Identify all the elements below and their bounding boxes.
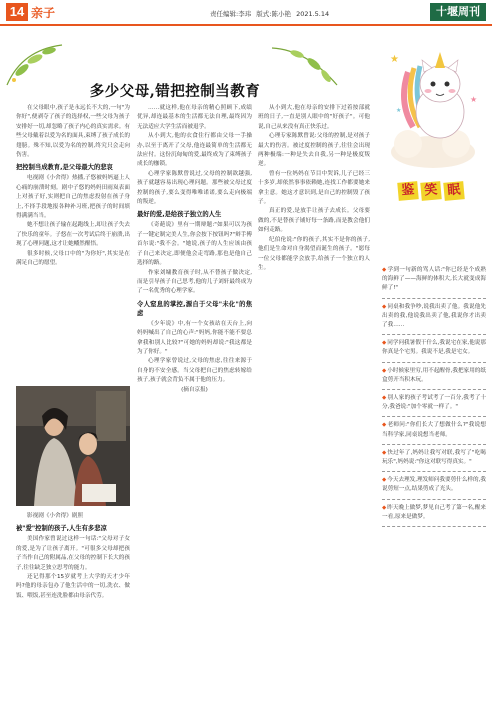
svg-text:★: ★ — [470, 95, 478, 104]
subheading-4: 令人窒息的掌控,源自于父母"未化"的焦虑 — [137, 300, 252, 317]
section-name: 亲子 — [31, 6, 56, 20]
joke-item — [382, 419, 486, 444]
paragraph: 很多时候,父母口中的"为你好",其实是在满足自己的愿望。 — [16, 250, 130, 267]
diamond-bullet-icon: ◆ — [382, 340, 387, 347]
paragraph: 美国作家曾说过这样一句话:"父母对子女的爱,是为了让孩子离开。"可很多父母却把孩子当作自己的附属品,在父母的控制下长大的孩子,往往缺乏独立思考的能力。 — [16, 536, 130, 571]
title-char-3: 眠 — [443, 181, 464, 201]
photo-image — [16, 386, 130, 506]
joke-item — [382, 474, 486, 499]
joke-text: 同学问我暑假干什么,我说宅在家,他说那你真是个宅男。我说不是,我是宅女。 — [382, 340, 487, 356]
diamond-bullet-icon: ◆ — [382, 395, 387, 402]
joke-item — [382, 502, 486, 527]
subheading-1: 把控制当成教育,是父母最大的悲哀 — [16, 164, 113, 172]
brand-logo: 十堰周刊 — [430, 3, 486, 21]
page-header — [0, 0, 492, 26]
joke-item — [382, 365, 486, 390]
paragraph: 心理专家陈默曾说:父母的控制,是对孩子最大的伤害。被过度控制的孩子,往往会出现两种极端:一种是失去自我,另一种是极度叛逆。 — [258, 133, 370, 168]
paragraph: 作家刘墉教育孩子时,从不替孩子做决定,而是引导孩子自己思考,他的儿子刘轩最终成为了一名优秀的心理学家。 — [137, 269, 252, 295]
diamond-bullet-icon: ◆ — [382, 267, 387, 273]
humor-column-title — [398, 182, 464, 200]
title-char-1: 鉴 — [397, 181, 418, 201]
paragraph: ……就这样,他在母亲的精心照顾下,成绩优异,却连最基本的生活都无法自理,最终因为无法适应大学生活而被退学。 — [137, 105, 252, 130]
joke-text: 同桌和我争吵,说我出卖了他。我说他先出卖的我,他说我出卖了他,我说你才出卖了我…… — [382, 303, 487, 329]
joke-text: 今天去理发,理发师问我要剪什么样的,我说剪短一点,结果剪成了光头。 — [382, 477, 487, 493]
article-column-3 — [258, 104, 370, 694]
diamond-bullet-icon: ◆ — [382, 303, 387, 310]
joke-item — [382, 301, 486, 336]
paragraph: 曾有一位妈妈在节目中哭诉,儿子已经三十多岁,却依然事事依赖她,连找工作都要她来拿主意。她这才意识到,是自己的控制毁了孩子。 — [258, 170, 370, 206]
joke-item — [382, 447, 486, 472]
diamond-bullet-icon: ◆ — [382, 422, 387, 429]
page-number: 14 — [6, 3, 28, 21]
diamond-bullet-icon: ◆ — [382, 504, 387, 511]
paragraph: 从小到大,他在母亲的安排下过着按部就班的日子,一直是别人眼中的"好孩子"。可他说,自己从来没有真正快乐过。 — [258, 105, 370, 130]
editor-credits — [210, 9, 332, 18]
paragraph: 心理学家陈默曾说过,父母的控制欲越强,孩子就越容易出现心理问题。那些被父母过度控制的孩子,要么变得唯唯诺诺,要么走向极端的叛逆。 — [137, 170, 252, 206]
editor-name: 责任编辑:李玮 — [210, 10, 252, 18]
joke-text: 快过年了,妈妈让我写对联,我写了"吃喝玩乐",妈妈说:"你这对联写得真实。" — [382, 449, 486, 466]
diamond-bullet-icon: ◆ — [382, 367, 387, 374]
joke-item — [382, 264, 486, 299]
paragraph: 她不想让孩子输在起跑线上,却让孩子失去了快乐的童年。子悠在一次考试后终于崩溃,出现了心理问题,这才让她幡然醒悟。 — [16, 222, 130, 248]
unicorn-illustration-icon — [378, 32, 488, 182]
title-char-2: 笑 — [420, 181, 441, 201]
paragraph: 《奇葩说》里有一期辩题:"如果可以为孩子一键定制完美人生,你会按下按钮吗?"辩手傅首尔说:"我不会。"她说,孩子的人生应该由孩子自己来决定,即便他会走弯路,那也是他自己选择的路。 — [137, 222, 252, 267]
diamond-bullet-icon: ◆ — [382, 477, 387, 484]
designer-name: 版式:陈小艳 — [256, 10, 291, 18]
joke-text: 别人家的孩子考试考了一百分,我考了十分,我爸说:"加个零就一样了。" — [382, 395, 487, 411]
article-source: (摘自京报) — [181, 386, 208, 393]
svg-text:★: ★ — [396, 107, 402, 114]
joke-item — [382, 337, 486, 362]
article-photo — [16, 386, 130, 506]
joke-list — [382, 264, 486, 529]
paragraph: 纪伯伦说:"你的孩子,其实不是你的孩子,他们是生命对自身渴望而诞生的孩子。"愿每一位父母都能学会放手,给孩子一个独立的人生。 — [258, 236, 370, 271]
paragraph: 从小到大,他的衣食住行都由父母一手操办,以至于离开了父母,他连最简单的生活都无法应付。这份沉甸甸的爱,最终成为了束缚孩子成长的枷锁。 — [137, 133, 252, 168]
paragraph: 心理学家曾说过,父母的焦虑,往往来源于自身的不安全感。当父母把自己的焦虑转嫁给孩子,孩子就会背负不属于他的压力。 — [137, 358, 252, 384]
header-divider — [0, 24, 492, 26]
joke-text: 老师问:"你们长大了想做什么?"我说想当科学家,同桌说想当老师。 — [382, 422, 486, 438]
paragraph: 《少年说》中,有一个女孩站在天台上,向妈妈喊出了自己的心声:"妈妈,你能不能不要总拿我和别人比较?"可她的妈妈却说:"我这都是为了你好。" — [137, 320, 252, 355]
joke-text: 昨天晚上做梦,梦见自己考了第一名,醒来一看,原来是做梦。 — [382, 504, 487, 520]
joke-text: 学到一句新的骂人话:"你已经是个成熟的海鲜了——海鲜的体积大,长大就变成海鲜了!" — [382, 267, 486, 292]
joke-item — [382, 392, 486, 417]
diamond-bullet-icon: ◆ — [382, 449, 387, 456]
article-intro: 在父母眼中,孩子是永远长不大的,一句"为你好",便剥夺了孩子的选择权,一些父母为孩子安排好一切,却忽略了孩子内心的真实需求。有些父母戴着以爱为名的面具,束缚了孩子成长的翅膀。殊不知,以爱为名的控制,终究只会走向伤害。 — [16, 105, 130, 159]
article-column-1 — [16, 104, 130, 384]
paragraph: 真正的爱,是放手让孩子去成长。父母要做的,不是替孩子铺好每一条路,而是教会他们如何走路。 — [258, 208, 370, 234]
issue-date: 2021.5.14 — [296, 10, 330, 18]
humor-sidebar — [378, 32, 488, 700]
photo-caption: 影视剧《小舍得》剧照 — [27, 513, 83, 519]
sidebar-illustration — [378, 32, 488, 257]
paragraph: 还记得那个15岁就考上大学的天才少年吗?他的母亲包办了他生活中的一切,洗衣、做饭、喂饭,甚至连洗脸都由母亲代劳。 — [16, 574, 130, 599]
article-column-2 — [137, 104, 252, 694]
subheading-2: 被"爱"控制的孩子,人生有多悲凉 — [16, 525, 107, 533]
subheading-3: 最好的爱,是给孩子独立的人生 — [137, 211, 222, 219]
paragraph: 电视剧《小舍得》热播,子悠被妈妈逼上人心痛的崩溃时刻。剧中子悠的妈妈田雨岚表面上对孩子好,实则把自己的焦虑投射在孩子身上,不择手段地报各种补习班,把孩子的时间填得满满当当。 — [16, 175, 130, 220]
joke-text: 小时候家里穷,用不起醒骨,我把家用的纸盒剪开当积木玩。 — [382, 367, 487, 383]
article-column-1-lower — [16, 512, 130, 697]
svg-text:★: ★ — [390, 54, 399, 65]
article-title: 多少父母,错把控制当教育 — [89, 83, 261, 100]
